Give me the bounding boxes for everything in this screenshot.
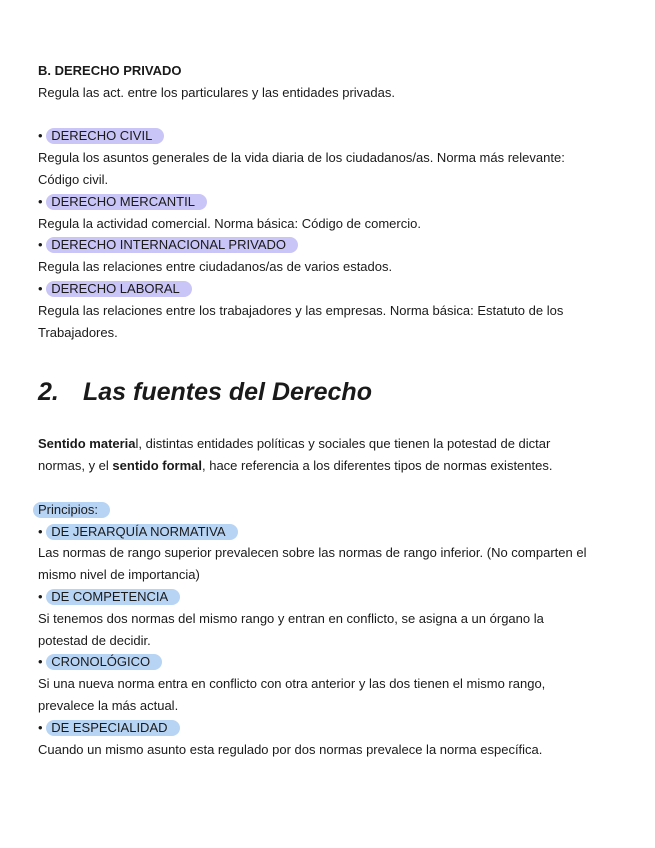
paragraph-text: normas, y el [38,458,113,474]
section-title-text: Las fuentes del Derecho [83,378,372,407]
item-description: Si una nueva norma entra en conflicto con otra anterior y las dos tienen el mismo rango, [38,676,546,692]
item-description: Regula las relaciones entre los trabajadores y las empresas. Norma básica: Estatuto de los [38,302,564,318]
highlighted-term: DERECHO CIVIL [46,128,164,144]
list-item-derecho-internacional-privado [38,234,628,256]
bullet: • [38,280,43,296]
bullet: • [38,193,43,209]
bullet: • [38,237,43,253]
bold-term: Sentido materia [38,436,136,452]
document-page [38,60,628,760]
item-description: Regula los asuntos generales de la vida diaria de los ciudadanos/as. Norma más relevante: [38,150,565,166]
bold-term: sentido formal [112,458,202,474]
item-description: Si tenemos dos normas del mismo rango y entran en conflicto, se asigna a un órgano la [38,610,544,626]
paragraph-text: l, distintas entidades políticas y sociales que tienen la potestad de dictar [135,436,551,452]
bullet: • [38,128,43,144]
list-item-competencia [38,586,628,608]
item-description: Cuando un mismo asunto esta regulado por dos normas prevalece la norma específica. [38,741,543,757]
list-item-especialidad [38,717,628,739]
list-item-jerarquia-normativa [38,521,628,543]
highlighted-term: DE ESPECIALIDAD [46,720,179,736]
section-b-intro: Regula las act. entre los particulares y las entidades privadas. [38,84,395,100]
bullet: • [38,523,43,539]
highlighted-term: CRONOLÓGICO [46,654,162,670]
highlighted-term: DERECHO INTERNACIONAL PRIVADO [46,237,298,253]
item-description: Regula la actividad comercial. Norma básica: Código de comercio. [38,215,421,231]
section-number: 2. [38,378,59,407]
highlighted-term: DE JERARQUÍA NORMATIVA [46,524,237,540]
principles-label: Principios: [33,502,110,518]
section-b-heading: B. DERECHO PRIVADO [38,63,182,78]
list-item-derecho-laboral [38,278,628,300]
highlighted-term: DERECHO MERCANTIL [46,194,207,210]
item-description: potestad de decidir. [38,632,151,648]
section-2-title [38,377,628,407]
paragraph-text: , hace referencia a los diferentes tipos de normas existentes. [202,458,553,474]
item-description: Regula las relaciones entre ciudadanos/as de varios estados. [38,259,393,275]
item-description: Trabajadores. [38,324,118,340]
list-item-derecho-civil [38,125,628,147]
item-description: prevalece la más actual. [38,697,179,713]
item-description: mismo nivel de importancia) [38,567,200,583]
item-description: Código civil. [38,171,109,187]
list-item-derecho-mercantil [38,191,628,213]
highlighted-term: DERECHO LABORAL [46,281,192,297]
bullet: • [38,654,43,670]
section-2-paragraph [38,433,628,477]
item-description: Las normas de rango superior prevalecen sobre las normas de rango inferior. (No comparten el [38,545,587,561]
list-item-cronologico [38,651,628,673]
highlighted-term: DE COMPETENCIA [46,589,180,605]
bullet: • [38,719,43,735]
principles-label-row [38,499,628,521]
bullet: • [38,588,43,604]
